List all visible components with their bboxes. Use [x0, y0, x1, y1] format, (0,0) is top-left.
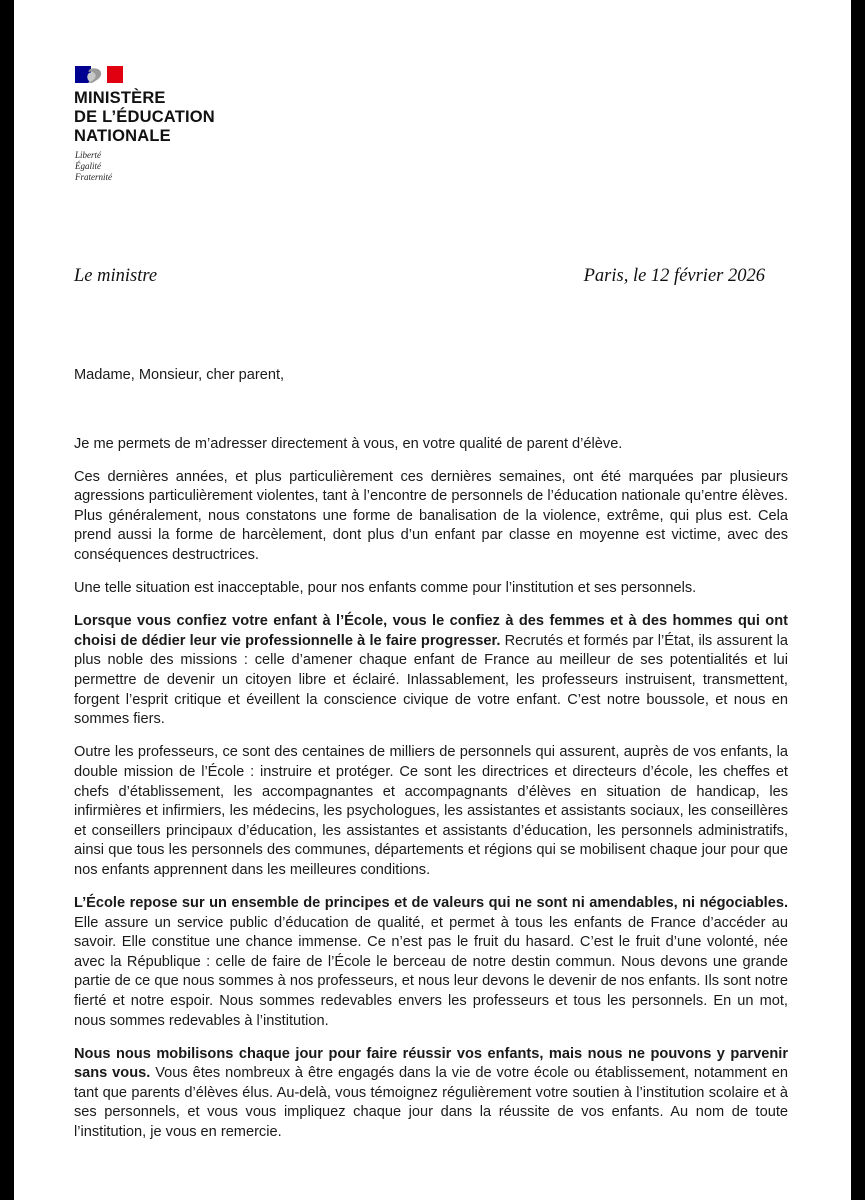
motto-line: Liberté: [75, 150, 101, 160]
republic-motto: [75, 150, 112, 183]
paragraph-text: Recrutés et formés par l’État, ils assurent la plus noble des missions : celle d’amener chaque enfant de France au meilleur de ses potentialités et lui permettre de devenir un citoyen libre et éclairé. Inlassablement, les professeurs instruisent, transmettent, forgent l’esprit critique et éveillent la conscience civique de votre enfant. C’est notre boussole, et nous en sommes fiers.: [74, 632, 788, 728]
ministry-line: DE L’ÉDUCATION: [74, 108, 215, 126]
marianne-logo: [75, 66, 123, 83]
salutation: Madame, Monsieur, cher parent,: [74, 367, 285, 383]
paragraph-text: Je me permets de m’adresser directement à vous, en votre qualité de parent d’élève.: [74, 435, 623, 452]
letter-body: [74, 366, 788, 1156]
paragraph-lead: Nous nous mobilisons chaque jour pour faire réussir vos enfants, mais nous ne pouvons y parvenir sans vous.: [74, 1045, 788, 1082]
motto-line: Égalité: [75, 161, 101, 171]
ministry-name: [74, 89, 215, 146]
place-date: Paris, le 12 février 2026: [583, 266, 765, 286]
paragraph: [74, 894, 788, 1031]
signatory: Le ministre: [74, 266, 158, 286]
letter-page: [14, 0, 851, 1200]
paragraph: [74, 468, 788, 566]
paragraph-lead: Lorsque vous confiez votre enfant à l’École, vous le confiez à des femmes et à des hommes qui ont choisi de dédier leur vie professionnelle à le faire progresser.: [74, 613, 788, 649]
motto-line: Fraternité: [75, 172, 112, 182]
paragraph: [74, 435, 788, 455]
paragraph-text: Vous êtes nombreux à être engagés dans la vie de votre école ou établissement, notamment en tant que parents d’élèves élus. Au-delà, vous témoignez régulièrement votre soutien à l’institution scolaire et à ses personnels, et vous vous impliquez chaque jour dans la réussite de vos enfants. Au nom de toute l’institution, je vous en remercie.: [74, 1065, 788, 1140]
paragraph: [74, 1045, 788, 1143]
paragraph-text: Une telle situation est inacceptable, pour nos enfants comme pour l’institution et ses personnels.: [74, 580, 697, 597]
paragraph: [74, 579, 788, 599]
paragraph-lead: L’École repose sur un ensemble de principes et de valeurs qui ne sont ni amendables, ni négociables.: [74, 894, 788, 911]
ministry-line: MINISTÈRE: [74, 89, 166, 107]
paragraph-text: Ces dernières années, et plus particulièrement ces dernières semaines, ont été marquées par plusieurs agressions particulièrement violentes, tant à l’encontre de personnels de l’éducation nationale qu’entre élèves. Plus généralement, nous constatons une forme de banalisation de la violence, extrême, qui plus est. Cela prend aussi la forme de harcèlement, dont plus d’un enfant par classe en moyenne est victime, avec des conséquences destructrices.: [74, 468, 788, 564]
paragraph: [74, 743, 788, 880]
paragraph-text: Outre les professeurs, ce sont des centaines de milliers de personnels qui assurent, auprès de vos enfants, la double mission de l’École : instruire et protéger. Ce sont les directrices et directeurs d’école, les cheffes et chefs d’établissement, les accompagnantes et accompagnants d’élèves en situation de handicap, les infirmières et infirmiers, les médecins, les psychologues, les assistantes et assistants sociaux, les conseillères et conseillers principaux d’éducation, les assistantes et assistants d’éducation, les personnels administratifs, ainsi que tous les personnels des communes, départements et régions qui se mobilisent chaque jour pour que nos enfants apprennent dans les meilleures conditions.: [74, 744, 788, 878]
ministry-line: NATIONALE: [74, 127, 171, 145]
paragraph-text: Elle assure un service public d’éducation de qualité, et permet à tous les enfants de France d’accéder au savoir. Elle constitue une chance immense. Ce n’est pas le fruit du hasard. C’est le fruit d’une volonté, née avec la République : celle de faire de l’École le berceau de notre destin commun. Nous devons une grande partie de ce que nous sommes à nos professeurs, et nous leur devons le devenir de nos enfants. Ils sont notre fierté et notre espoir. Nous sommes redevables envers les professeurs et tous les personnels. En un mot, nous sommes redevables à l’institution.: [74, 914, 788, 1029]
paragraph: [74, 612, 788, 730]
